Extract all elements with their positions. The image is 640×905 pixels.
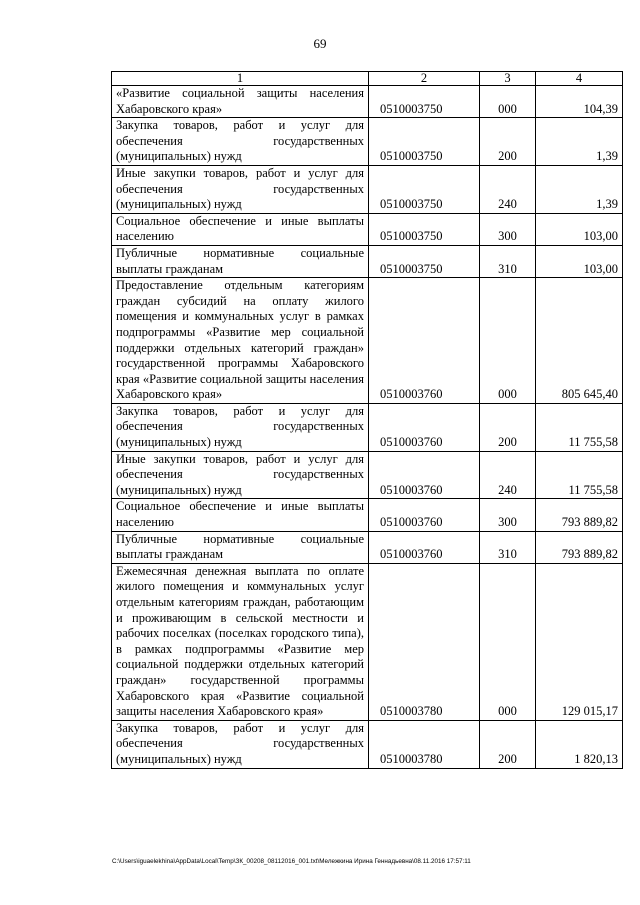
row-code: 0510003750 (369, 86, 480, 118)
row-name: Ежемесячная денежная выплата по оплате жилого помещения и коммунальных услуг отдельным категориям граждан, работающим и проживающим в сельской местности и рабочих поселках (поселках городского типа), в рамках подпрограммы «Развитие мер социальной поддержки отдельных категорий граждан» государственной программы Хабаровского края «Развитие социальной защиты населения Хабаровского края» (112, 563, 369, 720)
row-amount: 103,00 (536, 245, 623, 277)
header-col-1: 1 (112, 72, 369, 86)
page-number: 69 (313, 36, 327, 51)
row-amount: 104,39 (536, 86, 623, 118)
row-vr: 000 (480, 563, 536, 720)
row-amount: 805 645,40 (536, 278, 623, 404)
row-vr: 240 (480, 165, 536, 213)
row-vr: 200 (480, 720, 536, 768)
row-name: Предоставление отдельным категориям граждан субсидий на оплату жилого помещения и коммунальных услуг в рамках подпрограммы «Развитие мер социальной поддержки отдельных категорий граждан» государственной программы Хабаровского края «Развитие социальной защиты населения Хабаровского края» (112, 278, 369, 404)
row-code: 0510003760 (369, 278, 480, 404)
table-row (112, 165, 623, 213)
table-row (112, 278, 623, 404)
row-name: «Развитие социальной защиты населения Хабаровского края» (112, 86, 369, 118)
row-amount: 103,00 (536, 213, 623, 245)
budget-table (111, 71, 623, 769)
row-vr: 240 (480, 451, 536, 499)
table-row (112, 451, 623, 499)
table-row (112, 563, 623, 720)
file-path-footer: C:\Users\iguaelekhina\AppData\Local\Temp\ЗК_00208_08112016_001.txt\Мележкина Ирина Геннадьевна\08.11.2016 17:57:11 (112, 858, 471, 865)
row-code: 0510003760 (369, 499, 480, 531)
row-amount: 793 889,82 (536, 531, 623, 563)
row-vr: 310 (480, 531, 536, 563)
row-code: 0510003750 (369, 118, 480, 166)
row-code: 0510003760 (369, 451, 480, 499)
row-name: Закупка товаров, работ и услуг для обеспечения государственных (муниципальных) нужд (112, 720, 369, 768)
row-amount: 1 820,13 (536, 720, 623, 768)
row-code: 0510003760 (369, 531, 480, 563)
row-code: 0510003750 (369, 245, 480, 277)
header-col-4: 4 (536, 72, 623, 86)
table-row (112, 531, 623, 563)
row-amount: 793 889,82 (536, 499, 623, 531)
table-row (112, 86, 623, 118)
row-vr: 000 (480, 278, 536, 404)
row-code: 0510003760 (369, 403, 480, 451)
row-name: Публичные нормативные социальные выплаты гражданам (112, 531, 369, 563)
table-row (112, 720, 623, 768)
row-vr: 200 (480, 118, 536, 166)
row-name: Социальное обеспечение и иные выплаты населению (112, 213, 369, 245)
table-row (112, 245, 623, 277)
table-row (112, 118, 623, 166)
header-col-2: 2 (369, 72, 480, 86)
row-vr: 300 (480, 213, 536, 245)
row-amount: 11 755,58 (536, 451, 623, 499)
row-amount: 1,39 (536, 165, 623, 213)
row-vr: 200 (480, 403, 536, 451)
row-code: 0510003750 (369, 213, 480, 245)
row-name: Иные закупки товаров, работ и услуг для обеспечения государственных (муниципальных) нужд (112, 451, 369, 499)
row-amount: 11 755,58 (536, 403, 623, 451)
row-amount: 129 015,17 (536, 563, 623, 720)
row-name: Публичные нормативные социальные выплаты гражданам (112, 245, 369, 277)
row-code: 0510003780 (369, 720, 480, 768)
row-amount: 1,39 (536, 118, 623, 166)
row-name: Иные закупки товаров, работ и услуг для обеспечения государственных (муниципальных) нужд (112, 165, 369, 213)
row-vr: 300 (480, 499, 536, 531)
table-header-row (112, 72, 623, 86)
row-name: Закупка товаров, работ и услуг для обеспечения государственных (муниципальных) нужд (112, 403, 369, 451)
row-vr: 310 (480, 245, 536, 277)
row-vr: 000 (480, 86, 536, 118)
table-row (112, 403, 623, 451)
row-code: 0510003780 (369, 563, 480, 720)
table-row (112, 499, 623, 531)
row-code: 0510003750 (369, 165, 480, 213)
header-col-3: 3 (480, 72, 536, 86)
row-name: Социальное обеспечение и иные выплаты населению (112, 499, 369, 531)
row-name: Закупка товаров, работ и услуг для обеспечения государственных (муниципальных) нужд (112, 118, 369, 166)
table-row (112, 213, 623, 245)
